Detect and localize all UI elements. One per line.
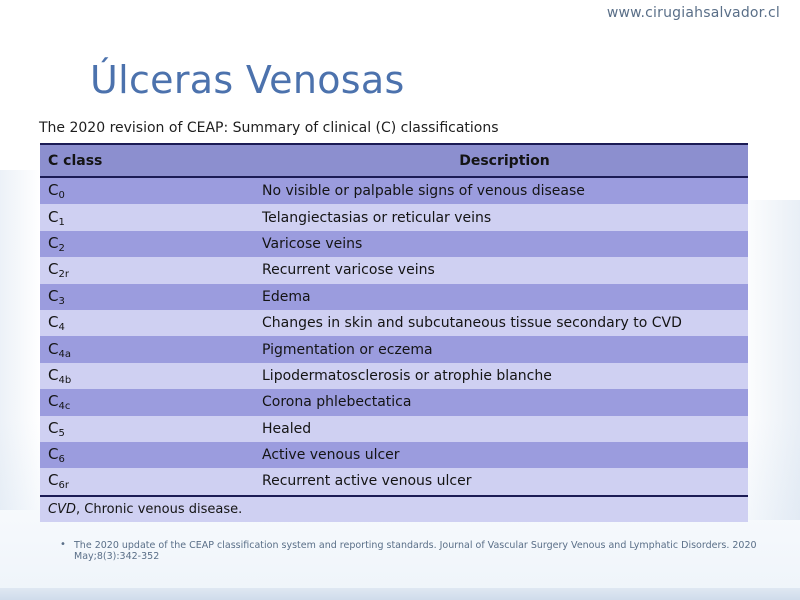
bottom-band — [0, 588, 800, 600]
class-cell — [40, 363, 261, 389]
table-row — [40, 284, 748, 310]
class-subscript: 2 — [58, 242, 65, 254]
class-cell — [40, 204, 261, 230]
table-row — [40, 204, 748, 230]
class-letter: C — [48, 418, 59, 437]
class-letter: C — [48, 365, 59, 384]
class-subscript: 3 — [58, 295, 65, 307]
class-cell — [40, 336, 261, 362]
class-letter: C — [48, 233, 59, 252]
reference-text: The 2020 update of the CEAP classification system and reporting standards. Journal of Vascular Surgery Venous and Lymphatic Disorders. 2020 May;8(3):342-352 — [74, 540, 757, 562]
description-cell: Telangiectasias or reticular veins — [261, 204, 748, 230]
site-url: www.cirugiahsalvador.cl — [606, 5, 780, 21]
table-row — [40, 442, 748, 468]
table-row — [40, 177, 748, 204]
table-row — [40, 257, 748, 283]
table-footnote — [40, 496, 748, 522]
description-cell: Edema — [261, 284, 748, 310]
class-subscript: 6r — [58, 480, 69, 492]
footnote-abbreviation: CVD — [48, 501, 76, 517]
ceap-classification-table — [40, 143, 748, 522]
class-cell — [40, 468, 261, 495]
class-subscript: 1 — [58, 216, 65, 228]
class-letter: C — [48, 286, 59, 305]
table-header-row — [40, 144, 748, 177]
class-letter: C — [48, 313, 59, 332]
class-letter: C — [48, 445, 59, 464]
class-subscript: 6 — [58, 454, 65, 466]
description-cell: Active venous ulcer — [261, 442, 748, 468]
class-subscript: 4 — [58, 322, 65, 334]
class-subscript: 0 — [58, 190, 65, 202]
class-letter: C — [48, 181, 59, 200]
table-footnote-row — [40, 496, 748, 522]
class-letter: C — [48, 339, 59, 358]
background-decoration-right — [740, 200, 800, 520]
description-cell: Changes in skin and subcutaneous tissue secondary to CVD — [261, 310, 748, 336]
class-cell — [40, 231, 261, 257]
table-caption: The 2020 revision of CEAP: Summary of clinical (C) classifications — [39, 120, 499, 136]
table-row — [40, 363, 748, 389]
table-row — [40, 416, 748, 442]
description-cell: Lipodermatosclerosis or atrophie blanche — [261, 363, 748, 389]
footnote-text: , Chronic venous disease. — [75, 501, 243, 517]
class-cell — [40, 389, 261, 415]
background-decoration-left — [0, 170, 40, 510]
class-subscript: 2r — [58, 269, 69, 281]
class-cell — [40, 442, 261, 468]
reference-citation — [60, 540, 760, 562]
class-cell — [40, 310, 261, 336]
table-row — [40, 336, 748, 362]
class-cell — [40, 284, 261, 310]
class-subscript: 5 — [58, 427, 65, 439]
class-letter: C — [48, 392, 59, 411]
description-cell: No visible or palpable signs of venous disease — [261, 177, 748, 204]
column-header-description: Description — [261, 144, 748, 177]
class-cell — [40, 416, 261, 442]
description-cell: Recurrent varicose veins — [261, 257, 748, 283]
class-subscript: 4c — [58, 401, 71, 413]
class-cell — [40, 177, 261, 204]
description-cell: Recurrent active venous ulcer — [261, 468, 748, 495]
description-cell: Varicose veins — [261, 231, 748, 257]
table-row — [40, 389, 748, 415]
table-row — [40, 468, 748, 495]
class-cell — [40, 257, 261, 283]
table-row — [40, 310, 748, 336]
description-cell: Pigmentation or eczema — [261, 336, 748, 362]
table-row — [40, 231, 748, 257]
class-letter: C — [48, 207, 59, 226]
bullet-icon: • — [60, 539, 66, 550]
class-letter: C — [48, 471, 59, 490]
class-subscript: 4a — [58, 348, 71, 360]
description-cell: Corona phlebectatica — [261, 389, 748, 415]
slide-title: Úlceras Venosas — [90, 58, 405, 102]
column-header-class: C class — [40, 144, 261, 177]
class-subscript: 4b — [58, 374, 72, 386]
description-cell: Healed — [261, 416, 748, 442]
class-letter: C — [48, 260, 59, 279]
